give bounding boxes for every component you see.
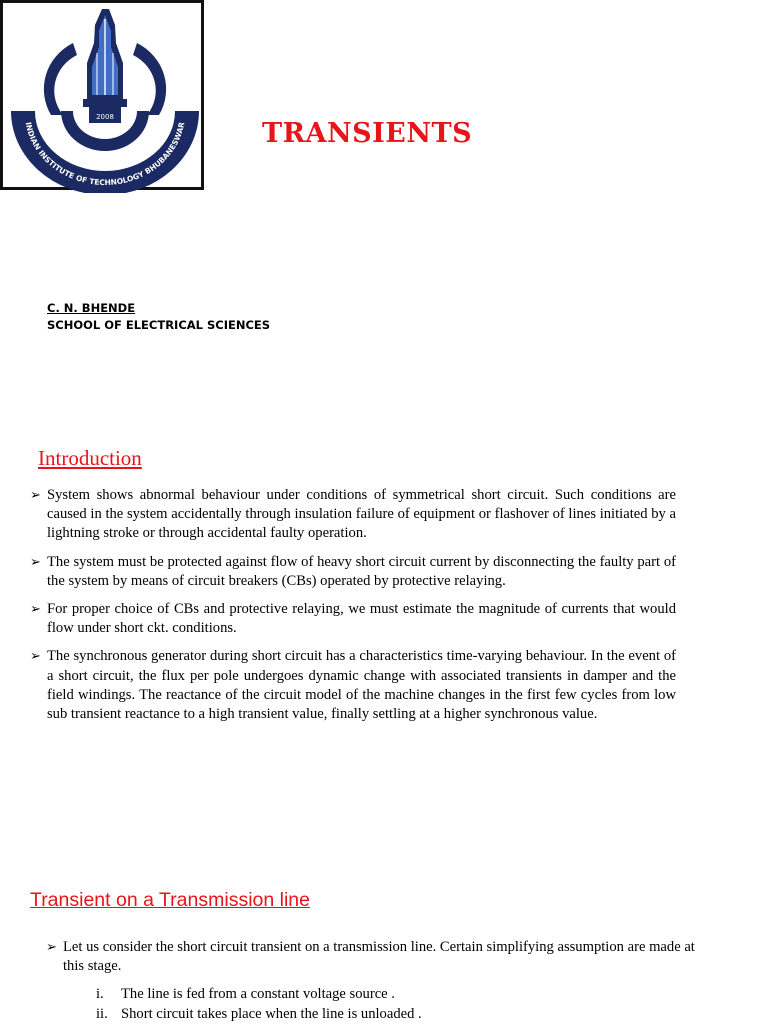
introduction-bullet-list [30,486,676,733]
author-name: C. N. BHENDE [47,301,136,315]
logo-year: 2008 [96,113,114,121]
arrow-bullet-icon: ➢ [30,602,41,618]
assumption-item: ii. Short circuit takes place when the line is unloaded . [96,1005,422,1022]
introduction-heading: Introduction [38,446,142,470]
arrow-bullet-icon: ➢ [30,649,41,665]
introduction-bullet: ➢ The synchronous generator during short circuit has a characteristics time-varying behaviour. In the event of a short circuit, the flux per pole undergoes dynamic change with associated transients in damper and the field windings. The reactance of the circuit model of the machine changes in the first few cycles from low sub transient reactance to a high transient value, finally settling at a higher synchronous value. [30,648,676,723]
assumption-item: i. The line is fed from a constant voltage source . [96,986,395,1002]
logo-arc-text: INDIAN INSTITUTE OF TECHNOLOGY BHUBANESWAR [23,121,187,188]
transmission-bullet-list [46,938,706,985]
arrow-bullet-icon: ➢ [30,554,41,570]
iit-bhubaneswar-emblem-icon [3,3,207,193]
arrow-bullet-icon: ➢ [30,488,41,503]
introduction-bullet: ➢ For proper choice of CBs and protective relaying, we must estimate the magnitude of currents that would flow under short ckt. conditions. [30,601,676,637]
introduction-bullet: ➢ System shows abnormal behaviour under conditions of symmetrical short circuit. Such conditions are caused in the system accidentally through insulation failure of equipment or flashover of lines initiated by a lightning stroke or through accidental faulty operation. [30,487,676,542]
arrow-bullet-icon: ➢ [46,940,57,955]
author-block [47,300,270,334]
transmission-bullet: ➢ Let us consider the short circuit transient on a transmission line. Certain simplifying assumption are made at this stage. [46,939,695,975]
assumption-list [96,985,422,1024]
document-title: TRANSIENTS [262,118,473,149]
transmission-heading: Transient on a Transmission line [30,889,310,911]
logo-frame [0,0,204,190]
introduction-bullet: ➢ The system must be protected against flow of heavy short circuit current by disconnecting the faulty part of the system by means of circuit breakers (CBs) operated by protective relaying. [30,553,676,589]
author-school: SCHOOL OF ELECTRICAL SCIENCES [47,318,271,332]
